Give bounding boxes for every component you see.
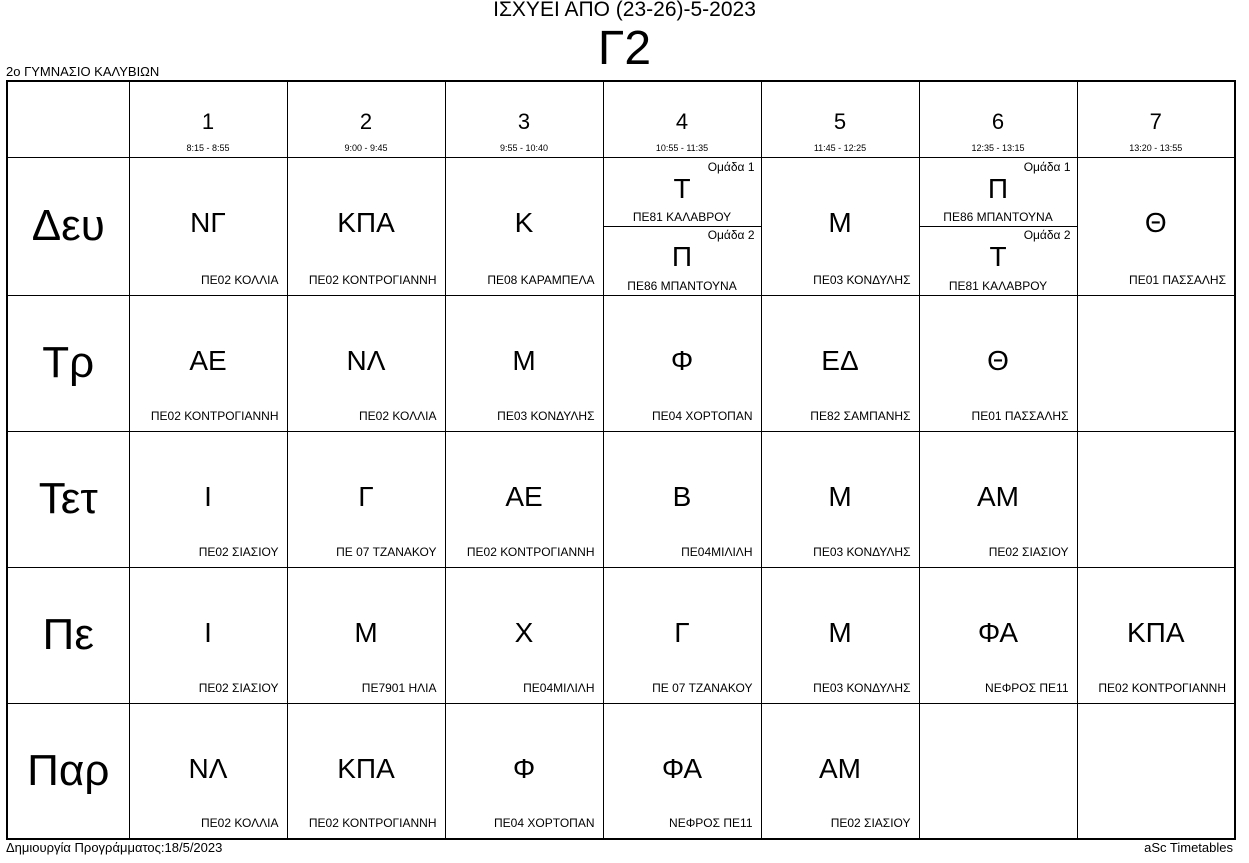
- lesson-cell: [761, 703, 919, 839]
- day-row: [7, 567, 1235, 703]
- subject-code: Ι: [204, 616, 212, 648]
- day-row: [7, 703, 1235, 839]
- teacher-name: ΠΕ04ΜΙΛΙΛΗ: [681, 544, 753, 559]
- day-label: Δευ: [7, 157, 129, 295]
- teacher-name: ΠΕ82 ΣΑΜΠΑΝΗΣ: [810, 408, 911, 423]
- school-name: 2ο ΓΥΜΝΑΣΙΟ ΚΑΛΥΒΙΩΝ: [6, 64, 160, 79]
- lesson-cell: [1077, 567, 1235, 703]
- teacher-name: ΠΕ 07 ΤΖΑΝΑΚΟΥ: [652, 680, 753, 695]
- lesson-cell: [287, 567, 445, 703]
- subject-code: ΑΕ: [189, 344, 227, 376]
- period-header-4: [603, 81, 761, 157]
- subject-code: ΑΜ: [819, 752, 861, 784]
- lesson-cell: [287, 703, 445, 839]
- teacher-name: ΠΕ81 ΚΑΛΑΒΡΟΥ: [948, 278, 1048, 293]
- subject-code: Θ: [987, 344, 1009, 376]
- teacher-name: ΠΕ03 ΚΟΝΔΥΛΗΣ: [813, 680, 911, 695]
- subject-code: Μ: [354, 616, 378, 648]
- subject-code: Φ: [512, 752, 536, 784]
- subject-code: Τ: [989, 241, 1007, 272]
- lesson-cell: [129, 431, 287, 567]
- lesson-cell: [919, 431, 1077, 567]
- teacher-name: ΠΕ01 ΠΑΣΣΑΛΗΣ: [1129, 272, 1226, 287]
- subject-code: Γ: [358, 480, 374, 512]
- day-label: Τρ: [7, 295, 129, 431]
- lesson-cell: [129, 567, 287, 703]
- subject-code: ΑΜ: [977, 480, 1019, 512]
- lesson-cell: [287, 295, 445, 431]
- period-number: 1: [201, 109, 215, 134]
- subject-code: Μ: [828, 616, 852, 648]
- period-time: 11:45 - 12:25: [813, 143, 867, 153]
- teacher-name: ΠΕ02 ΚΟΝΤΡΟΓΙΑΝΝΗ: [308, 272, 437, 287]
- lesson-cell: [603, 703, 761, 839]
- lesson-cell: [1077, 703, 1235, 839]
- period-time: 12:35 - 13:15: [971, 143, 1025, 153]
- teacher-name: ΠΕ08 ΚΑΡΑΜΠΕΛΑ: [487, 272, 595, 287]
- teacher-name: ΠΕ02 ΚΟΝΤΡΟΓΙΑΝΝΗ: [308, 816, 437, 830]
- teacher-name: ΝΕΦΡΟΣ ΠΕ11: [985, 680, 1069, 695]
- period-number: 4: [675, 109, 689, 134]
- subject-code: ΚΠΑ: [1126, 616, 1185, 648]
- teacher-name: ΠΕ 07 ΤΖΑΝΑΚΟΥ: [336, 544, 437, 559]
- lesson-cell: [603, 431, 761, 567]
- period-time: 9:00 - 9:45: [344, 143, 388, 153]
- subject-code: ΝΛ: [188, 752, 228, 784]
- lesson-cell: [603, 157, 761, 295]
- lesson-cell: [129, 703, 287, 839]
- subject-code: Γ: [674, 616, 690, 648]
- lesson-cell: [1077, 157, 1235, 295]
- subject-code: ΝΓ: [190, 206, 226, 238]
- lesson-cell: [445, 157, 603, 295]
- lesson-cell: [761, 157, 919, 295]
- subject-code: Π: [671, 241, 693, 272]
- teacher-name: ΠΕ02 ΚΟΝΤΡΟΓΙΑΝΝΗ: [150, 408, 279, 423]
- day-label: Πε: [7, 567, 129, 703]
- class-name-title: Γ2: [597, 22, 652, 75]
- subject-code: ΚΠΑ: [337, 752, 395, 784]
- period-header-5: [761, 81, 919, 157]
- lesson-cell: [761, 567, 919, 703]
- teacher-name: ΠΕ02 ΣΙΑΣΙΟΥ: [198, 680, 279, 695]
- subject-code: Χ: [514, 616, 534, 648]
- group-lesson: [604, 226, 761, 295]
- group-lesson: [920, 158, 1077, 228]
- teacher-name: ΠΕ03 ΚΟΝΔΥΛΗΣ: [497, 408, 595, 423]
- teacher-name: ΠΕ03 ΚΟΝΔΥΛΗΣ: [813, 544, 911, 559]
- lesson-cell: [919, 703, 1077, 839]
- teacher-name: ΠΕ02 ΚΟΛΛΙΑ: [201, 272, 279, 287]
- corner-cell: [7, 81, 129, 157]
- teacher-name: ΠΕ04ΜΙΛΙΛΗ: [523, 680, 595, 695]
- lesson-cell: [287, 157, 445, 295]
- subject-code: ΑΕ: [505, 480, 543, 512]
- teacher-name: ΝΕΦΡΟΣ ΠΕ11: [669, 816, 753, 830]
- group-label: Ομάδα 2: [707, 228, 755, 242]
- lesson-cell: [761, 295, 919, 431]
- teacher-name: ΠΕ02 ΚΟΝΤΡΟΓΙΑΝΝΗ: [1098, 680, 1226, 695]
- lesson-cell: [445, 703, 603, 839]
- period-header-3: [445, 81, 603, 157]
- teacher-name: ΠΕ02 ΚΟΛΛΙΑ: [201, 816, 279, 830]
- teacher-name: ΠΕ01 ΠΑΣΣΑΛΗΣ: [971, 408, 1069, 423]
- group-label: Ομάδα 1: [1023, 159, 1071, 174]
- group-lesson: [920, 226, 1077, 295]
- generator-credit: aSc Timetables: [1144, 840, 1233, 855]
- lesson-cell: [287, 431, 445, 567]
- period-time: 9:55 - 10:40: [499, 143, 549, 153]
- lesson-cell: [761, 431, 919, 567]
- teacher-name: ΠΕ86 ΜΠΑΝΤΟΥΝΑ: [627, 278, 737, 293]
- period-header-1: [129, 81, 287, 157]
- subject-code: Ι: [204, 480, 212, 512]
- lesson-cell: [129, 157, 287, 295]
- lesson-cell: [1077, 431, 1235, 567]
- subject-code: ΦΑ: [977, 616, 1019, 648]
- period-time: 10:55 - 11:35: [655, 143, 709, 153]
- period-number: 5: [833, 109, 847, 134]
- periods-header-row: [7, 81, 1235, 157]
- subject-code: Π: [987, 172, 1009, 204]
- timetable: [6, 80, 1236, 840]
- lesson-cell: [129, 295, 287, 431]
- group-label: Ομάδα 1: [707, 159, 755, 174]
- teacher-name: ΠΕ02 ΣΙΑΣΙΟΥ: [988, 544, 1069, 559]
- subject-code: Θ: [1144, 206, 1167, 238]
- teacher-name: ΠΕ81 ΚΑΛΑΒΡΟΥ: [632, 210, 732, 224]
- lesson-cell: [603, 567, 761, 703]
- teacher-name: ΠΕ02 ΣΙΑΣΙΟΥ: [830, 816, 911, 830]
- lesson-cell: [445, 567, 603, 703]
- period-number: 6: [991, 109, 1005, 134]
- teacher-name: ΠΕ86 ΜΠΑΝΤΟΥΝΑ: [943, 210, 1053, 224]
- teacher-name: ΠΕ7901 ΗΛΙΑ: [361, 680, 437, 695]
- subject-code: ΕΔ: [821, 344, 859, 376]
- day-row: [7, 431, 1235, 567]
- lesson-cell: [919, 567, 1077, 703]
- lesson-cell: [1077, 295, 1235, 431]
- subject-code: Μ: [512, 344, 536, 376]
- subject-code: Μ: [828, 206, 852, 238]
- lesson-cell: [919, 295, 1077, 431]
- period-header-6: [919, 81, 1077, 157]
- period-header-7: [1077, 81, 1235, 157]
- period-number: 7: [1149, 109, 1162, 134]
- teacher-name: ΠΕ04 ΧΟΡΤΟΠΑΝ: [494, 816, 595, 830]
- subject-code: Φ: [670, 344, 694, 376]
- subject-code: ΝΛ: [346, 344, 386, 376]
- period-header-2: [287, 81, 445, 157]
- teacher-name: ΠΕ03 ΚΟΝΔΥΛΗΣ: [813, 272, 911, 287]
- valid-from-title: ΙΣΧΥΕΙ ΑΠΟ (23-26)-5-2023: [493, 0, 756, 21]
- teacher-name: ΠΕ02 ΚΟΛΛΙΑ: [359, 408, 437, 423]
- period-number: 3: [517, 109, 531, 134]
- subject-code: Τ: [673, 172, 691, 204]
- teacher-name: ΠΕ04 ΧΟΡΤΟΠΑΝ: [652, 408, 753, 423]
- period-time: 13:20 - 13:55: [1129, 143, 1183, 153]
- group-lesson: [604, 158, 761, 228]
- subject-code: ΦΑ: [661, 752, 703, 784]
- lesson-cell: [445, 431, 603, 567]
- day-label: Τετ: [7, 431, 129, 567]
- day-row: [7, 295, 1235, 431]
- subject-code: Β: [672, 480, 692, 512]
- teacher-name: ΠΕ02 ΚΟΝΤΡΟΓΙΑΝΝΗ: [466, 544, 595, 559]
- period-time: 8:15 - 8:55: [186, 143, 230, 153]
- teacher-name: ΠΕ02 ΣΙΑΣΙΟΥ: [198, 544, 279, 559]
- period-number: 2: [359, 109, 373, 134]
- day-row: [7, 157, 1235, 295]
- day-label: Παρ: [7, 703, 129, 839]
- lesson-cell: [919, 157, 1077, 295]
- lesson-cell: [445, 295, 603, 431]
- subject-code: Μ: [828, 480, 852, 512]
- subject-code: Κ: [514, 206, 534, 238]
- group-label: Ομάδα 2: [1023, 228, 1071, 242]
- subject-code: ΚΠΑ: [337, 206, 395, 238]
- creation-date: Δημιουργία Προγράμματος:18/5/2023: [6, 840, 223, 855]
- lesson-cell: [603, 295, 761, 431]
